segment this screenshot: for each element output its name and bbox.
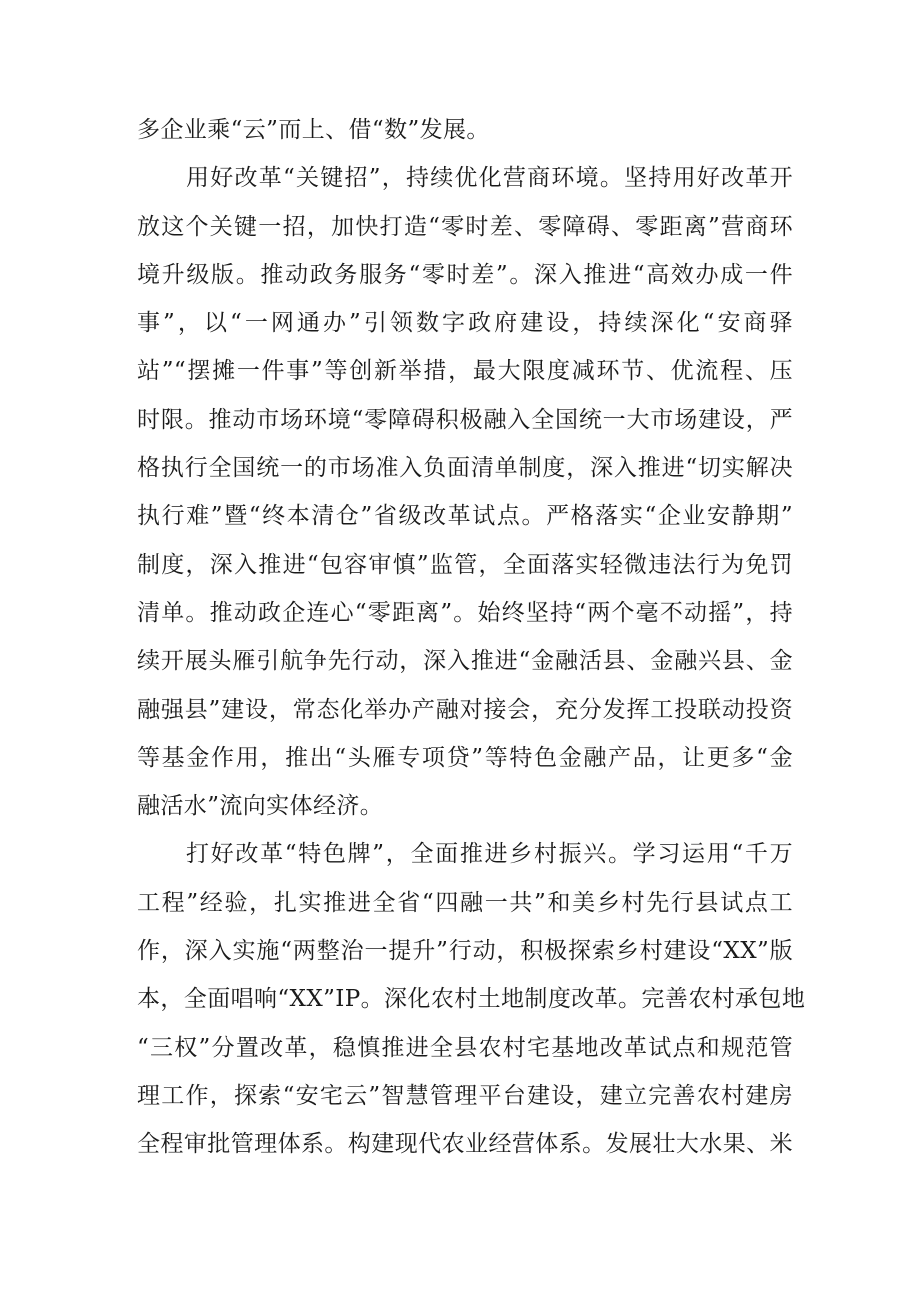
paragraph-line: 事”，以“一网通办”引领数字政府建设，持续深化“安商驿 xyxy=(137,310,793,337)
paragraph-line: 理工作，探索“安宅云”智慧管理平台建设，建立完善农村建房 xyxy=(137,1082,793,1109)
paragraph-line: 续开展头雁引航争先行动，深入推进“金融活县、金融兴县、金 xyxy=(137,648,793,675)
paragraph-line: 执行难”暨“终本清仓”省级改革试点。严格落实“企业安静期” xyxy=(137,503,793,530)
paragraph-line: 清单。推动政企连心“零距离”。始终坚持“两个毫不动摇”，持 xyxy=(137,599,793,626)
paragraph-line: 格执行全国统一的市场准入负面清单制度，深入推进“切实解决 xyxy=(137,455,793,482)
paragraph-line: 打好改革“特色牌”，全面推进乡村振兴。学习运用“千万 xyxy=(186,841,793,868)
paragraph-line: 时限。推动市场环境“零障碍积极融入全国统一大市场建设，严 xyxy=(137,406,793,433)
paragraph-line: 站”“摆摊一件事”等创新举措，最大限度减环节、优流程、压 xyxy=(137,358,793,385)
paragraph-line: 放这个关键一招，加快打造“零时差、零障碍、零距离”营商环 xyxy=(137,213,793,240)
paragraph-line: 多企业乘“云”而上、借“数”发展。 xyxy=(137,117,490,143)
paragraph-line: 全程审批管理体系。构建现代农业经营体系。发展壮大水果、米 xyxy=(137,1131,793,1158)
paragraph-line: 制度，深入推进“包容审慎”监管，全面落实轻微违法行为免罚 xyxy=(137,551,793,578)
paragraph-line: 融强县”建设，常态化举办产融对接会，充分发挥工投联动投资 xyxy=(137,696,793,723)
paragraph-line: “三权”分置改革，稳慎推进全县农村宅基地改革试点和规范管 xyxy=(137,1034,793,1061)
paragraph-line: 作，深入实施“两整治一提升”行动，积极探索乡村建设“XX”版 xyxy=(137,938,793,965)
paragraph-line: 境升级版。推动政务服务“零时差”。深入推进“高效办成一件 xyxy=(137,261,793,288)
paragraph-line: 用好改革“关键招”，持续优化营商环境。坚持用好改革开 xyxy=(186,165,793,192)
paragraph-line: 工程”经验，扎实推进全省“四融一共”和美乡村先行县试点工 xyxy=(137,889,793,916)
paragraph-line: 融活水”流向实体经济。 xyxy=(137,793,384,820)
paragraph-line: 本，全面唱响“XX”IP。深化农村土地制度改革。完善农村承包地 xyxy=(137,986,806,1013)
paragraph-line: 等基金作用，推出“头雁专项贷”等特色金融产品，让更多“金 xyxy=(137,744,793,771)
document-body xyxy=(137,106,806,1169)
